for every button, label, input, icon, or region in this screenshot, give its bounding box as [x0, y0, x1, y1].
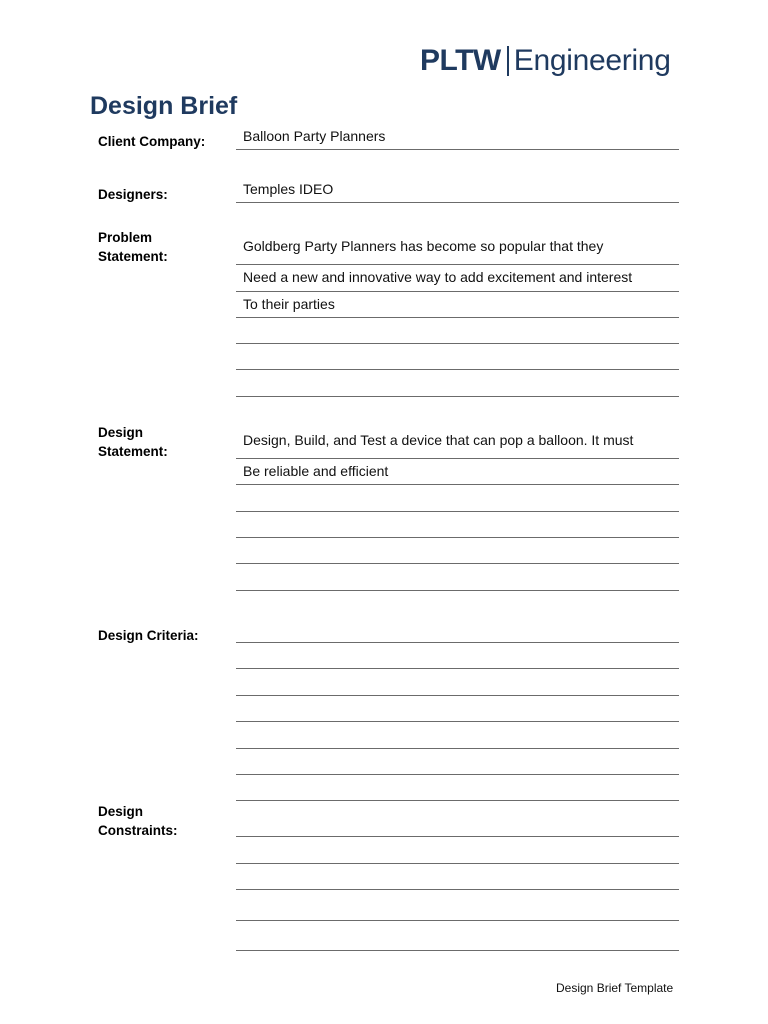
client-company-label: Client Company: — [98, 134, 206, 149]
design-criteria-rule — [236, 721, 679, 722]
problem-statement-line-2: Need a new and innovative way to add excitement and interest — [243, 269, 633, 285]
design-statement-label: Design Statement: — [98, 425, 168, 459]
design-statement-rule — [236, 511, 679, 512]
problem-statement-line-1: Goldberg Party Planners has become so popular that they — [243, 238, 604, 254]
pltw-engineering-logo — [420, 44, 671, 78]
design-criteria-label: Design Criteria: — [98, 628, 199, 643]
design-constraints-rule — [236, 920, 679, 921]
designers-value: Temples IDEO — [243, 181, 334, 197]
problem-statement-rule — [236, 317, 679, 318]
design-criteria-rule — [236, 800, 679, 801]
problem-statement-label: Problem Statement: — [98, 230, 168, 264]
design-constraints-rule — [236, 836, 679, 837]
problem-statement-rule — [236, 343, 679, 344]
design-criteria-rule — [236, 774, 679, 775]
designers-label: Designers: — [98, 187, 168, 202]
design-statement-rule — [236, 563, 679, 564]
design-criteria-rule — [236, 748, 679, 749]
problem-statement-line-3: To their parties — [243, 296, 335, 312]
design-constraints-rule — [236, 950, 679, 951]
design-statement-line-2: Be reliable and efficient — [243, 463, 389, 479]
design-criteria-rule — [236, 668, 679, 669]
designers-line — [236, 202, 679, 203]
problem-statement-rule — [236, 396, 679, 397]
problem-statement-rule — [236, 369, 679, 370]
design-constraints-rule — [236, 863, 679, 864]
client-company-line — [236, 149, 679, 150]
design-statement-rule — [236, 484, 679, 485]
design-statement-rule — [236, 537, 679, 538]
design-constraints-rule — [236, 889, 679, 890]
logo-divider — [507, 46, 509, 76]
footer-template-name: Design Brief Template — [556, 981, 674, 995]
problem-statement-rule — [236, 291, 679, 292]
page-title: Design Brief — [90, 92, 238, 120]
logo-pltw-text: PLTW — [420, 44, 501, 77]
logo-engineering-text: Engineering — [513, 44, 671, 77]
design-statement-rule — [236, 590, 679, 591]
design-criteria-rule — [236, 695, 679, 696]
design-statement-rule — [236, 458, 679, 459]
problem-statement-rule — [236, 264, 679, 265]
design-constraints-label: Design Constraints: — [98, 804, 178, 838]
client-company-value: Balloon Party Planners — [243, 128, 386, 144]
design-statement-line-1: Design, Build, and Test a device that can pop a balloon. It must — [243, 432, 634, 448]
design-criteria-rule — [236, 642, 679, 643]
